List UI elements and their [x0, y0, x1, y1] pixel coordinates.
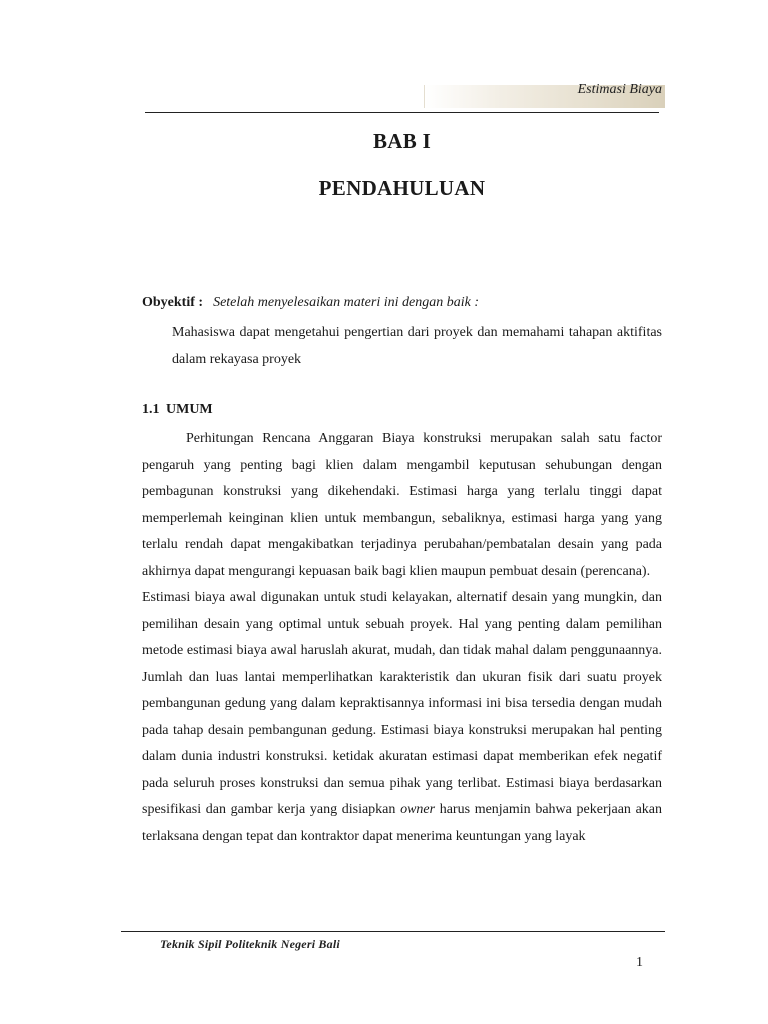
objective-text: Mahasiswa dapat mengetahui pengertian dari proyek dan memahami tahapan aktifitas dalam rekayasa proyek: [172, 325, 662, 367]
section-body: [142, 426, 662, 850]
paragraph-2-text-b: harus menjamin bahwa pekerjaan akan terlaksana dengan tepat dan kontraktor dapat menerima keuntungan yang layak: [142, 802, 662, 844]
section-heading: 1.1 UMUM: [142, 402, 213, 417]
paragraph-2: [142, 585, 662, 850]
objective-label: Obyektif :: [142, 295, 204, 310]
running-header: Estimasi Biaya: [577, 82, 662, 97]
paragraph-1: Perhitungan Rencana Anggaran Biaya konstruksi merupakan salah satu factor pengaruh yang penting bagi klien dalam mengambil keputusan sehubungan dengan pembagunan konstruksi yang dikehendaki. Estimasi harga yang terlalu tinggi dapat memperlemah keinginan klien untuk membangun, sebaliknya, estimasi harga yang yang terlalu rendah dapat mengakibatkan terjadinya perubahan/pembatalan desain yang pada akhirnya dapat mengurangi kepuasan baik bagi klien maupun pembuat desain (perencana).: [142, 431, 662, 579]
chapter-title: PENDAHULUAN: [318, 176, 486, 200]
footer-rule: [121, 931, 665, 932]
objective-line: [142, 295, 479, 311]
page-number: 1: [636, 955, 643, 970]
chapter-number: BAB I: [372, 129, 432, 153]
footer-institution: Teknik Sipil Politeknik Negeri Bali: [160, 937, 340, 951]
header-rule: [145, 112, 659, 113]
paragraph-2-text-a: Estimasi biaya awal digunakan untuk studi kelayakan, alternatif desain yang mungkin, dan pemilihan desain yang optimal untuk sebuah proyek. Hal yang penting dalam pemilihan metode estimasi biaya awal haruslah akurat, mudah, dan tidak mahal dalam penggunaannya. Jumlah dan luas lantai memperlihatkan karakteristik dan ukuran fisik dari suatu proyek pembangunan gedung yang dalam kepraktisannya informasi ini bisa tersedia dengan mudah pada tahap desain pembangunan gedung. Estimasi biaya konstruksi merupakan hal penting dalam dunia industri konstruksi. ketidak akuratan estimasi dapat memberikan efek negatif pada seluruh proses konstruksi dan semua pihak yang terlibat. Estimasi biaya berdasarkan spesifikasi dan gambar kerja yang disiapkan: [142, 590, 662, 817]
paragraph-2-emphasis: owner: [400, 802, 436, 817]
objective-intro: Setelah menyelesaikan materi ini dengan baik :: [213, 295, 479, 310]
